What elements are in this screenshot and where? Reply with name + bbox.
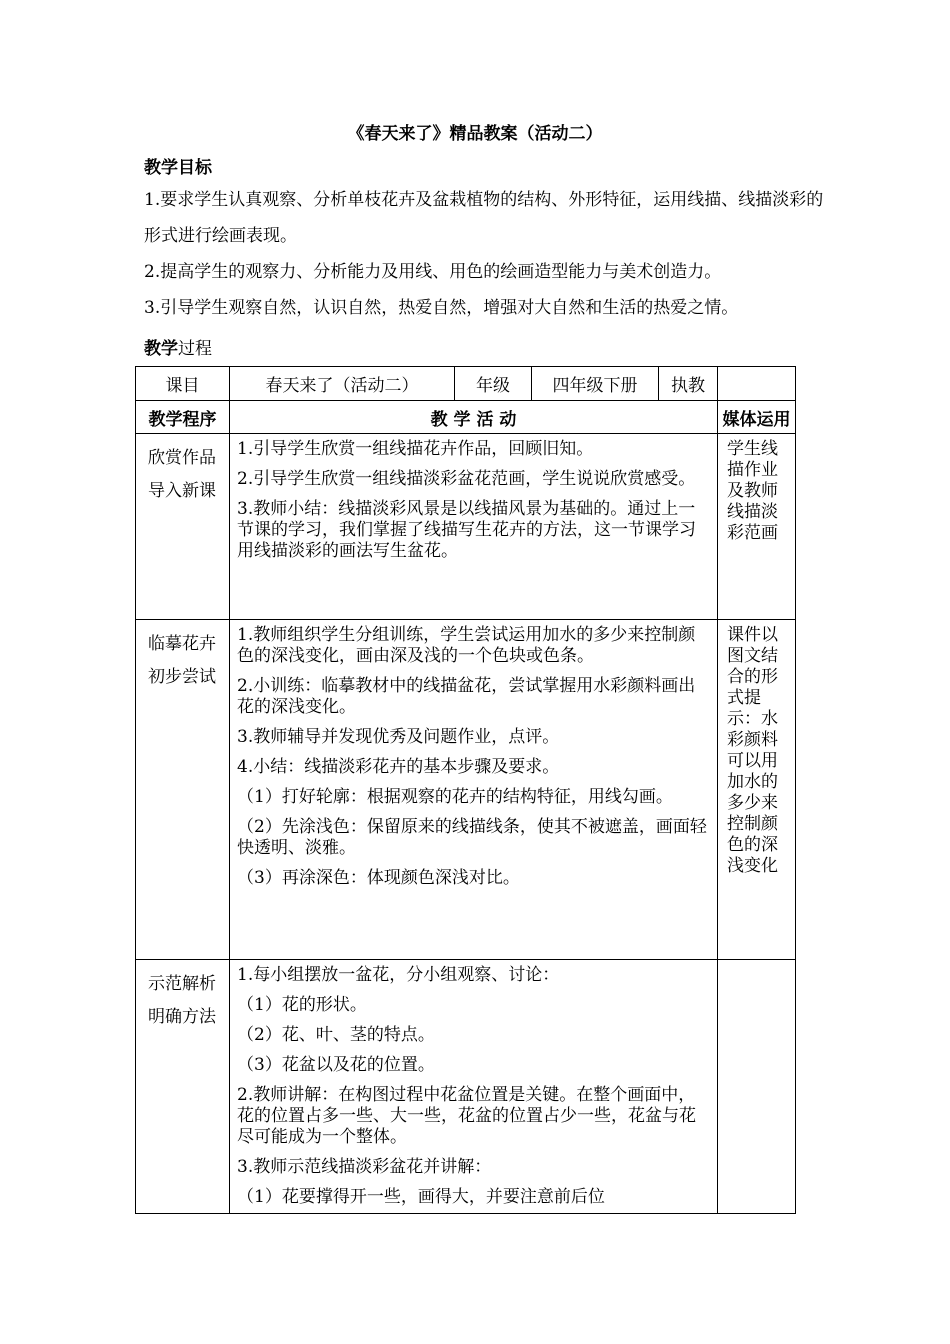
media-cell (718, 960, 796, 1214)
table-row (136, 434, 796, 620)
goals-heading: 教学目标 (144, 158, 212, 178)
media-text: 学生线描作业及教师线描淡彩范画 (727, 439, 778, 543)
activity-item: 1.每小组摆放一盆花，分小组观察、讨论： (237, 965, 560, 985)
stage-cell (136, 434, 230, 620)
activity-item: 2.引导学生欣赏一组线描淡彩盆花范画，学生说说欣赏感受。 (237, 469, 696, 489)
goal-item: 3.引导学生观察自然，认识自然，热爱自然，增强对大自然和生活的热爱之情。 (144, 298, 739, 318)
activity-item: （3）再涂深色：体现颜色深浅对比。 (237, 868, 520, 888)
activity-item: 1.引导学生欣赏一组线描花卉作品，回顾旧知。 (237, 439, 594, 459)
stage-label: 明确方法 (148, 1007, 216, 1027)
teacher-value (718, 367, 796, 401)
course-info-row (136, 367, 796, 401)
lesson-table (135, 366, 796, 1214)
header-procedure: 教学程序 (136, 401, 230, 434)
activity-item: （3）花盆以及花的位置。 (237, 1055, 435, 1075)
header-media: 媒体运用 (718, 401, 796, 434)
goal-item: 1.要求学生认真观察、分析单枝花卉及盆栽植物的结构、外形特征，运用线描、线描淡彩的形式进行绘画表现。 (144, 190, 824, 246)
document-title: 《春天来了》精品教案（活动二） (347, 124, 603, 144)
activity-cell (230, 434, 718, 620)
header-activity: 教 学 活 动 (230, 401, 718, 434)
stage-label: 临摹花卉 (148, 634, 216, 654)
activity-item: 3.教师辅导并发现优秀及问题作业，点评。 (237, 727, 560, 747)
activity-item: 4.小结：线描淡彩花卉的基本步骤及要求。 (237, 757, 560, 777)
teacher-label: 执教 (659, 367, 718, 401)
stage-label: 示范解析 (148, 974, 216, 994)
process-heading-bold: 教学 (144, 339, 178, 359)
stage-cell (136, 960, 230, 1214)
table-header-row (136, 401, 796, 434)
stage-label: 导入新课 (148, 481, 216, 501)
process-heading-rest: 过程 (178, 339, 212, 359)
activity-item: 2.教师讲解：在构图过程中花盆位置是关键。在整个画面中，花的位置占多一些、大一些，花盆的位置占少一些，花盆与花尽可能成为一个整体。 (237, 1085, 696, 1147)
stage-cell (136, 620, 230, 960)
activity-cell (230, 620, 718, 960)
media-cell (718, 620, 796, 960)
table-row (136, 620, 796, 960)
stage-label: 欣赏作品 (148, 448, 216, 468)
grade-value: 四年级下册 (532, 367, 659, 401)
grade-label: 年级 (455, 367, 532, 401)
activity-item: （1）花要撑得开一些，画得大，并要注意前后位 (237, 1187, 605, 1207)
activity-item: 1.教师组织学生分组训练，学生尝试运用加水的多少来控制颜色的深浅变化，画由深及浅的一个色块或色条。 (237, 625, 696, 666)
course-value: 春天来了（活动二） (230, 367, 455, 401)
activity-item: （1）打好轮廓：根据观察的花卉的结构特征，用线勾画。 (237, 787, 673, 807)
media-text: 课件以图文结合的形式提示：水彩颜料可以用加水的多少来控制颜色的深浅变化 (727, 625, 778, 876)
activity-item: （2）花、叶、茎的特点。 (237, 1025, 435, 1045)
stage-label: 初步尝试 (148, 667, 216, 687)
goal-item: 2.提高学生的观察力、分析能力及用线、用色的绘画造型能力与美术创造力。 (144, 262, 722, 282)
activity-item: 3.教师小结：线描淡彩风景是以线描风景为基础的。通过上一节课的学习，我们掌握了线描写生花卉的方法，这一节课学习用线描淡彩的画法写生盆花。 (237, 499, 696, 561)
activity-item: （2）先涂浅色：保留原来的线描线条，使其不被遮盖，画面轻快透明、淡雅。 (237, 817, 707, 858)
process-heading (144, 334, 212, 359)
course-label: 课目 (136, 367, 230, 401)
table-row (136, 960, 796, 1214)
activity-item: 3.教师示范线描淡彩盆花并讲解： (237, 1157, 492, 1177)
media-cell (718, 434, 796, 620)
activity-item: 2.小训练：临摹教材中的线描盆花，尝试掌握用水彩颜料画出花的深浅变化。 (237, 676, 696, 717)
activity-item: （1）花的形状。 (237, 995, 367, 1015)
activity-cell (230, 960, 718, 1214)
